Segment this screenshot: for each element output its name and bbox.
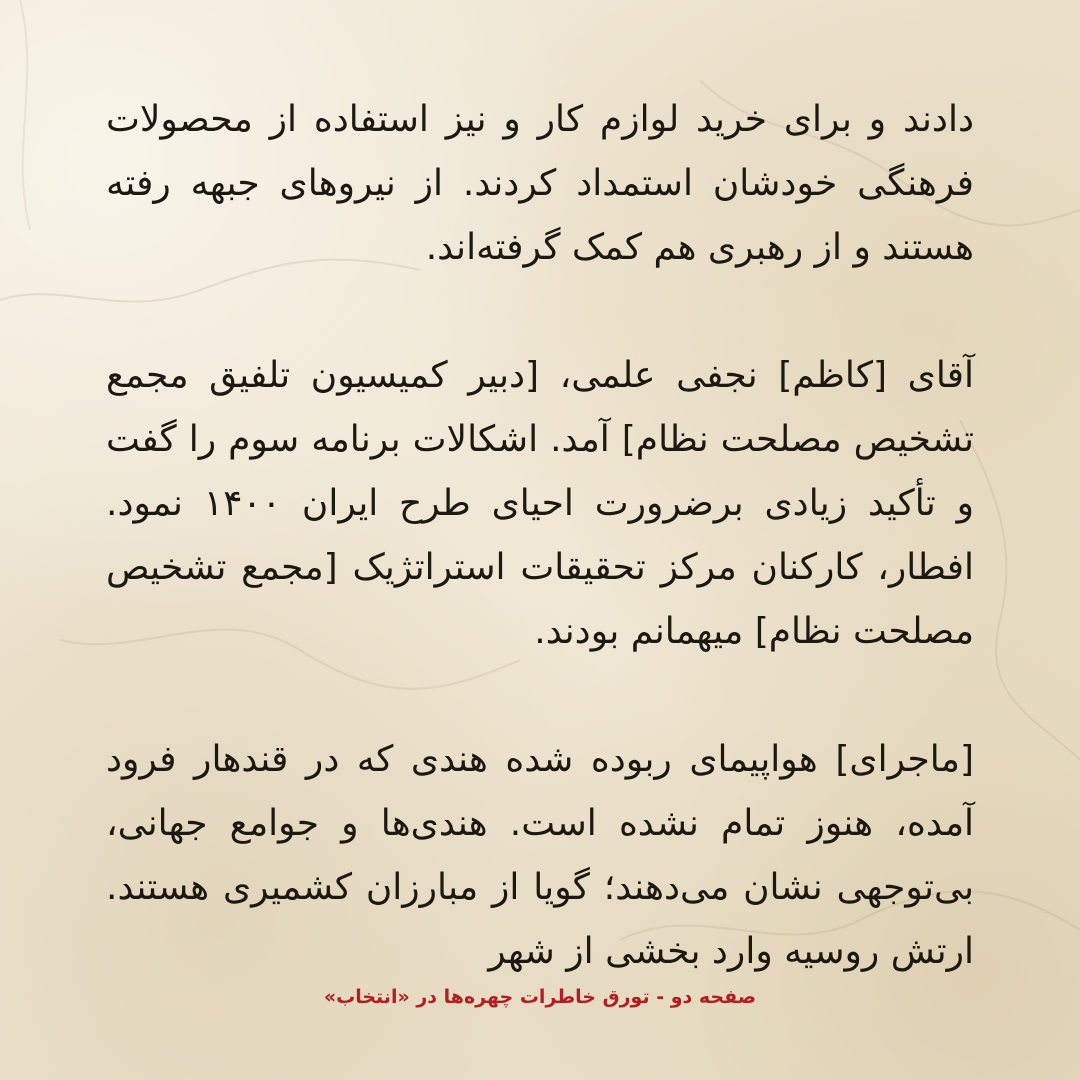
- paragraph-3: [ماجرای] هواپیمای ربوده شده هندی که در قندهار فرود آمده، هنوز تمام نشده است. هندی‌ها و جوامع جهانی، بی‌توجهی نشان می‌دهند؛ گویا از مبارزان کشمیری هستند. ارتش روسیه وارد بخشی از شهر: [106, 739, 974, 972]
- paragraph-2: آقای [کاظم] نجفی علمی، [دبیر کمیسیون تلفیق مجمع تشخیص مصلحت نظام] آمد. اشکالات برنامه سوم را گفت و تأکید زیادی برضرورت احیای طرح ایران ۱۴۰۰ نمود. افطار، کارکنان مرکز تحقیقات استراتژیک [مجمع تشخیص مصلحت نظام] میهمانم بودند.: [106, 355, 974, 652]
- paragraph-1: دادند و برای خرید لوازم کار و نیز استفاده از محصولات فرهنگی خودشان استمداد کردند. از نیروهای جبهه رفته هستند و از رهبری هم کمک گرفته‌اند.: [106, 99, 974, 268]
- memoir-text-body: [106, 88, 974, 972]
- page-footer-caption: صفحه دو - تورق خاطرات چهره‌ها در «انتخاب»: [323, 986, 757, 1008]
